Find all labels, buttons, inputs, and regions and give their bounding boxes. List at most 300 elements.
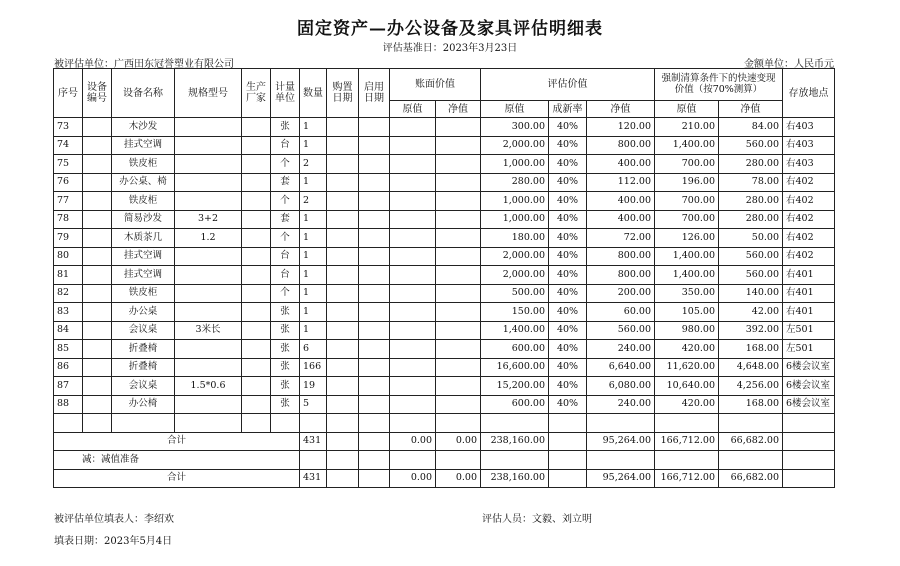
cell-eval-net: 240.00 — [587, 395, 655, 414]
total-forced-orig: 166,712.00 — [655, 469, 719, 488]
cell-empty — [655, 414, 719, 433]
cell-maker — [242, 358, 271, 377]
col-buy-date: 购置日期 — [327, 69, 359, 118]
asset-table — [53, 68, 835, 488]
cell-qty: 6 — [300, 340, 327, 359]
cell-book-orig — [390, 155, 436, 174]
cell-eval-net: 72.00 — [587, 229, 655, 248]
cell-buy-date — [327, 210, 359, 229]
cell-use-date — [359, 284, 390, 303]
cell-buy-date — [327, 118, 359, 137]
cell-uom: 张 — [271, 340, 300, 359]
cell-forced-net: 392.00 — [719, 321, 783, 340]
cell-qty: 1 — [300, 284, 327, 303]
cell-seq: 78 — [54, 210, 83, 229]
cell-maker — [242, 284, 271, 303]
col-seq: 序号 — [54, 69, 83, 118]
total-buy-date — [327, 432, 359, 451]
total-forced-net — [719, 451, 783, 470]
cell-uom: 台 — [271, 247, 300, 266]
cell-uom: 套 — [271, 173, 300, 192]
cell-seq: 87 — [54, 377, 83, 396]
total-eval-net: 95,264.00 — [587, 469, 655, 488]
cell-maker — [242, 266, 271, 285]
cell-qty: 1 — [300, 266, 327, 285]
cell-maker — [242, 155, 271, 174]
cell-use-date — [359, 192, 390, 211]
cell-code — [83, 155, 112, 174]
cell-code — [83, 340, 112, 359]
cell-forced-orig: 700.00 — [655, 155, 719, 174]
cell-forced-net: 280.00 — [719, 155, 783, 174]
cell-empty — [327, 414, 359, 433]
cell-name: 铁皮柜 — [112, 192, 175, 211]
cell-eval-net: 400.00 — [587, 192, 655, 211]
cell-seq: 83 — [54, 303, 83, 322]
cell-forced-orig: 1,400.00 — [655, 247, 719, 266]
cell-book-net — [436, 155, 481, 174]
cell-forced-orig: 1,400.00 — [655, 136, 719, 155]
table-row — [54, 229, 835, 248]
cell-empty — [83, 414, 112, 433]
cell-book-net — [436, 321, 481, 340]
cell-location: 右402 — [783, 192, 835, 211]
cell-seq: 84 — [54, 321, 83, 340]
cell-eval-orig: 2,000.00 — [481, 247, 549, 266]
table-row — [54, 210, 835, 229]
cell-book-net — [436, 229, 481, 248]
cell-name: 办公桌、椅 — [112, 173, 175, 192]
cell-spec: 1.2 — [175, 229, 242, 248]
table-row — [54, 303, 835, 322]
cell-qty: 1 — [300, 136, 327, 155]
cell-spec — [175, 155, 242, 174]
cell-use-date — [359, 303, 390, 322]
cell-eval-orig: 1,000.00 — [481, 155, 549, 174]
cell-code — [83, 266, 112, 285]
table-row — [54, 284, 835, 303]
total-row — [54, 469, 835, 488]
cell-eval-orig: 1,000.00 — [481, 192, 549, 211]
cell-qty: 2 — [300, 192, 327, 211]
cell-location: 右401 — [783, 284, 835, 303]
total-location — [783, 469, 835, 488]
cell-maker — [242, 136, 271, 155]
cell-code — [83, 247, 112, 266]
cell-maker — [242, 321, 271, 340]
cell-book-orig — [390, 192, 436, 211]
cell-eval-rate: 40% — [549, 395, 587, 414]
cell-use-date — [359, 266, 390, 285]
cell-qty: 166 — [300, 358, 327, 377]
cell-maker — [242, 340, 271, 359]
cell-eval-net: 800.00 — [587, 136, 655, 155]
cell-eval-net: 800.00 — [587, 247, 655, 266]
cell-book-net — [436, 192, 481, 211]
total-use-date — [359, 469, 390, 488]
cell-eval-rate: 40% — [549, 377, 587, 396]
cell-eval-rate: 40% — [549, 358, 587, 377]
table-row — [54, 395, 835, 414]
cell-maker — [242, 377, 271, 396]
cell-eval-net: 200.00 — [587, 284, 655, 303]
total-qty: 431 — [300, 432, 327, 451]
total-eval-net: 95,264.00 — [587, 432, 655, 451]
cell-eval-net: 560.00 — [587, 321, 655, 340]
cell-book-orig — [390, 229, 436, 248]
cell-empty — [436, 414, 481, 433]
cell-maker — [242, 303, 271, 322]
cell-book-orig — [390, 118, 436, 137]
table-row — [54, 173, 835, 192]
table-row — [54, 340, 835, 359]
cell-name: 挂式空调 — [112, 247, 175, 266]
currency-unit: 金额单位：人民币元 — [744, 59, 834, 70]
col-forced-net: 净值 — [719, 101, 783, 118]
cell-forced-net: 4,648.00 — [719, 358, 783, 377]
cell-buy-date — [327, 229, 359, 248]
cell-buy-date — [327, 155, 359, 174]
cell-forced-orig: 980.00 — [655, 321, 719, 340]
cell-code — [83, 395, 112, 414]
cell-use-date — [359, 377, 390, 396]
cell-use-date — [359, 358, 390, 377]
cell-name: 折叠椅 — [112, 340, 175, 359]
col-eval-net: 净值 — [587, 101, 655, 118]
col-location: 存放地点 — [783, 69, 835, 118]
cell-eval-net: 6,640.00 — [587, 358, 655, 377]
cell-maker — [242, 395, 271, 414]
cell-book-net — [436, 377, 481, 396]
cell-book-net — [436, 284, 481, 303]
cell-location: 右401 — [783, 303, 835, 322]
col-eval-value: 评估价值 — [481, 69, 655, 101]
evaluated-unit: 被评估单位：广西田东冠誉塑业有限公司 — [54, 59, 234, 70]
cell-seq: 79 — [54, 229, 83, 248]
cell-empty — [783, 414, 835, 433]
cell-seq: 81 — [54, 266, 83, 285]
cell-buy-date — [327, 321, 359, 340]
cell-buy-date — [327, 340, 359, 359]
cell-use-date — [359, 173, 390, 192]
cell-eval-orig: 1,000.00 — [481, 210, 549, 229]
cell-eval-rate: 40% — [549, 136, 587, 155]
cell-book-orig — [390, 136, 436, 155]
cell-maker — [242, 210, 271, 229]
cell-forced-net: 280.00 — [719, 210, 783, 229]
cell-eval-net: 400.00 — [587, 210, 655, 229]
cell-eval-rate: 40% — [549, 118, 587, 137]
cell-spec — [175, 192, 242, 211]
cell-eval-net: 60.00 — [587, 303, 655, 322]
cell-forced-orig: 420.00 — [655, 340, 719, 359]
base-date: 评估基准日：2023年3月23日 — [382, 43, 518, 54]
cell-eval-rate: 40% — [549, 303, 587, 322]
col-forced-value: 强制清算条件下的快速变现价值（按70%测算） — [655, 69, 783, 101]
cell-use-date — [359, 155, 390, 174]
col-name: 设备名称 — [112, 69, 175, 118]
cell-eval-orig: 600.00 — [481, 340, 549, 359]
cell-qty: 5 — [300, 395, 327, 414]
filler: 被评估单位填表人：李绍欢 — [54, 514, 174, 525]
cell-qty: 1 — [300, 173, 327, 192]
cell-maker — [242, 192, 271, 211]
cell-spec — [175, 173, 242, 192]
total-buy-date — [327, 469, 359, 488]
empty-row — [54, 414, 835, 433]
cell-empty — [271, 414, 300, 433]
col-eval-orig: 原值 — [481, 101, 549, 118]
cell-forced-orig: 126.00 — [655, 229, 719, 248]
cell-spec — [175, 266, 242, 285]
cell-qty: 1 — [300, 247, 327, 266]
cell-name: 木沙发 — [112, 118, 175, 137]
cell-use-date — [359, 340, 390, 359]
cell-location: 右401 — [783, 266, 835, 285]
total-forced-net: 66,682.00 — [719, 469, 783, 488]
cell-forced-orig: 10,640.00 — [655, 377, 719, 396]
cell-eval-rate: 40% — [549, 155, 587, 174]
cell-code — [83, 173, 112, 192]
total-eval-orig: 238,160.00 — [481, 469, 549, 488]
table-row — [54, 358, 835, 377]
cell-uom: 张 — [271, 118, 300, 137]
cell-empty — [549, 414, 587, 433]
cell-forced-net: 4,256.00 — [719, 377, 783, 396]
cell-name: 办公桌 — [112, 303, 175, 322]
cell-spec: 1.5*0.6 — [175, 377, 242, 396]
cell-code — [83, 118, 112, 137]
cell-buy-date — [327, 192, 359, 211]
cell-qty: 1 — [300, 321, 327, 340]
cell-book-orig — [390, 321, 436, 340]
cell-code — [83, 303, 112, 322]
cell-book-orig — [390, 395, 436, 414]
cell-code — [83, 192, 112, 211]
cell-name: 木质茶几 — [112, 229, 175, 248]
cell-spec — [175, 136, 242, 155]
cell-use-date — [359, 395, 390, 414]
cell-code — [83, 321, 112, 340]
cell-seq: 82 — [54, 284, 83, 303]
cell-uom: 台 — [271, 136, 300, 155]
cell-book-net — [436, 136, 481, 155]
total-eval-rate — [549, 432, 587, 451]
cell-uom: 张 — [271, 321, 300, 340]
impairment-row — [54, 451, 835, 470]
col-uom: 计量单位 — [271, 69, 300, 118]
cell-code — [83, 358, 112, 377]
cell-qty: 1 — [300, 210, 327, 229]
table-row — [54, 136, 835, 155]
cell-empty — [390, 414, 436, 433]
cell-forced-net: 560.00 — [719, 247, 783, 266]
cell-book-net — [436, 340, 481, 359]
subtotal-row — [54, 432, 835, 451]
cell-buy-date — [327, 377, 359, 396]
cell-forced-orig: 210.00 — [655, 118, 719, 137]
cell-seq: 74 — [54, 136, 83, 155]
cell-book-orig — [390, 303, 436, 322]
cell-eval-net: 6,080.00 — [587, 377, 655, 396]
cell-location: 6楼会议室 — [783, 358, 835, 377]
cell-book-net — [436, 173, 481, 192]
cell-maker — [242, 173, 271, 192]
cell-buy-date — [327, 136, 359, 155]
cell-uom: 台 — [271, 266, 300, 285]
total-buy-date — [327, 451, 359, 470]
cell-buy-date — [327, 284, 359, 303]
cell-eval-orig: 150.00 — [481, 303, 549, 322]
cell-qty: 19 — [300, 377, 327, 396]
cell-forced-net: 280.00 — [719, 192, 783, 211]
cell-forced-net: 50.00 — [719, 229, 783, 248]
col-maker: 生产厂家 — [242, 69, 271, 118]
cell-forced-orig: 196.00 — [655, 173, 719, 192]
cell-qty: 1 — [300, 118, 327, 137]
total-eval-rate — [549, 469, 587, 488]
cell-eval-orig: 180.00 — [481, 229, 549, 248]
cell-qty: 1 — [300, 303, 327, 322]
table-row — [54, 155, 835, 174]
cell-code — [83, 210, 112, 229]
cell-forced-orig: 420.00 — [655, 395, 719, 414]
table-body — [54, 118, 835, 488]
cell-use-date — [359, 321, 390, 340]
cell-eval-net: 400.00 — [587, 155, 655, 174]
cell-use-date — [359, 210, 390, 229]
cell-spec — [175, 118, 242, 137]
cell-spec — [175, 303, 242, 322]
cell-location: 右402 — [783, 247, 835, 266]
cell-seq: 76 — [54, 173, 83, 192]
cell-eval-rate: 40% — [549, 340, 587, 359]
cell-empty — [112, 414, 175, 433]
cell-eval-rate: 40% — [549, 266, 587, 285]
cell-use-date — [359, 229, 390, 248]
table-row — [54, 192, 835, 211]
cell-eval-orig: 600.00 — [481, 395, 549, 414]
cell-location: 左501 — [783, 321, 835, 340]
cell-use-date — [359, 136, 390, 155]
total-forced-orig — [655, 451, 719, 470]
cell-forced-net: 42.00 — [719, 303, 783, 322]
total-eval-net — [587, 451, 655, 470]
cell-location: 右402 — [783, 173, 835, 192]
cell-forced-net: 140.00 — [719, 284, 783, 303]
total-qty — [300, 451, 327, 470]
cell-eval-rate: 40% — [549, 247, 587, 266]
cell-empty — [175, 414, 242, 433]
total-book-orig: 0.00 — [390, 469, 436, 488]
cell-eval-rate: 40% — [549, 210, 587, 229]
cell-location: 右403 — [783, 118, 835, 137]
cell-name: 会议桌 — [112, 321, 175, 340]
cell-eval-rate: 40% — [549, 321, 587, 340]
cell-name: 铁皮柜 — [112, 284, 175, 303]
cell-location: 右403 — [783, 155, 835, 174]
cell-maker — [242, 229, 271, 248]
cell-uom: 个 — [271, 192, 300, 211]
cell-spec — [175, 358, 242, 377]
fill-date: 填表日期：2023年5月4日 — [54, 536, 173, 547]
cell-forced-net: 560.00 — [719, 266, 783, 285]
cell-forced-net: 78.00 — [719, 173, 783, 192]
table-row — [54, 321, 835, 340]
cell-qty: 1 — [300, 229, 327, 248]
cell-book-orig — [390, 358, 436, 377]
total-label: 合计 — [54, 432, 300, 451]
col-book-value: 账面价值 — [390, 69, 481, 101]
col-book-orig: 原值 — [390, 101, 436, 118]
total-book-net — [436, 451, 481, 470]
cell-seq: 75 — [54, 155, 83, 174]
cell-code — [83, 284, 112, 303]
table-row — [54, 377, 835, 396]
cell-buy-date — [327, 395, 359, 414]
total-location — [783, 432, 835, 451]
cell-code — [83, 377, 112, 396]
cell-location: 右403 — [783, 136, 835, 155]
cell-eval-orig: 16,600.00 — [481, 358, 549, 377]
cell-uom: 套 — [271, 210, 300, 229]
cell-spec — [175, 247, 242, 266]
cell-seq: 80 — [54, 247, 83, 266]
table-row — [54, 266, 835, 285]
cell-code — [83, 229, 112, 248]
cell-uom: 张 — [271, 303, 300, 322]
cell-buy-date — [327, 173, 359, 192]
col-book-net: 净值 — [436, 101, 481, 118]
cell-spec — [175, 395, 242, 414]
cell-code — [83, 136, 112, 155]
cell-forced-net: 84.00 — [719, 118, 783, 137]
cell-uom: 个 — [271, 284, 300, 303]
cell-eval-orig: 280.00 — [481, 173, 549, 192]
cell-name: 会议桌 — [112, 377, 175, 396]
cell-qty: 2 — [300, 155, 327, 174]
cell-eval-orig: 2,000.00 — [481, 266, 549, 285]
cell-book-net — [436, 118, 481, 137]
cell-empty — [481, 414, 549, 433]
cell-forced-orig: 350.00 — [655, 284, 719, 303]
cell-book-net — [436, 266, 481, 285]
col-eval-rate: 成新率 — [549, 101, 587, 118]
col-qty: 数量 — [300, 69, 327, 118]
cell-eval-rate: 40% — [549, 229, 587, 248]
cell-eval-orig: 300.00 — [481, 118, 549, 137]
cell-use-date — [359, 118, 390, 137]
total-use-date — [359, 432, 390, 451]
total-eval-rate — [549, 451, 587, 470]
cell-buy-date — [327, 266, 359, 285]
total-eval-orig: 238,160.00 — [481, 432, 549, 451]
col-use-date: 启用日期 — [359, 69, 390, 118]
cell-book-orig — [390, 247, 436, 266]
cell-empty — [719, 414, 783, 433]
cell-empty — [242, 414, 271, 433]
total-use-date — [359, 451, 390, 470]
cell-maker — [242, 118, 271, 137]
cell-eval-net: 120.00 — [587, 118, 655, 137]
cell-spec: 3+2 — [175, 210, 242, 229]
cell-maker — [242, 247, 271, 266]
total-location — [783, 451, 835, 470]
cell-eval-rate: 40% — [549, 192, 587, 211]
cell-name: 简易沙发 — [112, 210, 175, 229]
cell-buy-date — [327, 303, 359, 322]
cell-forced-orig: 1,400.00 — [655, 266, 719, 285]
